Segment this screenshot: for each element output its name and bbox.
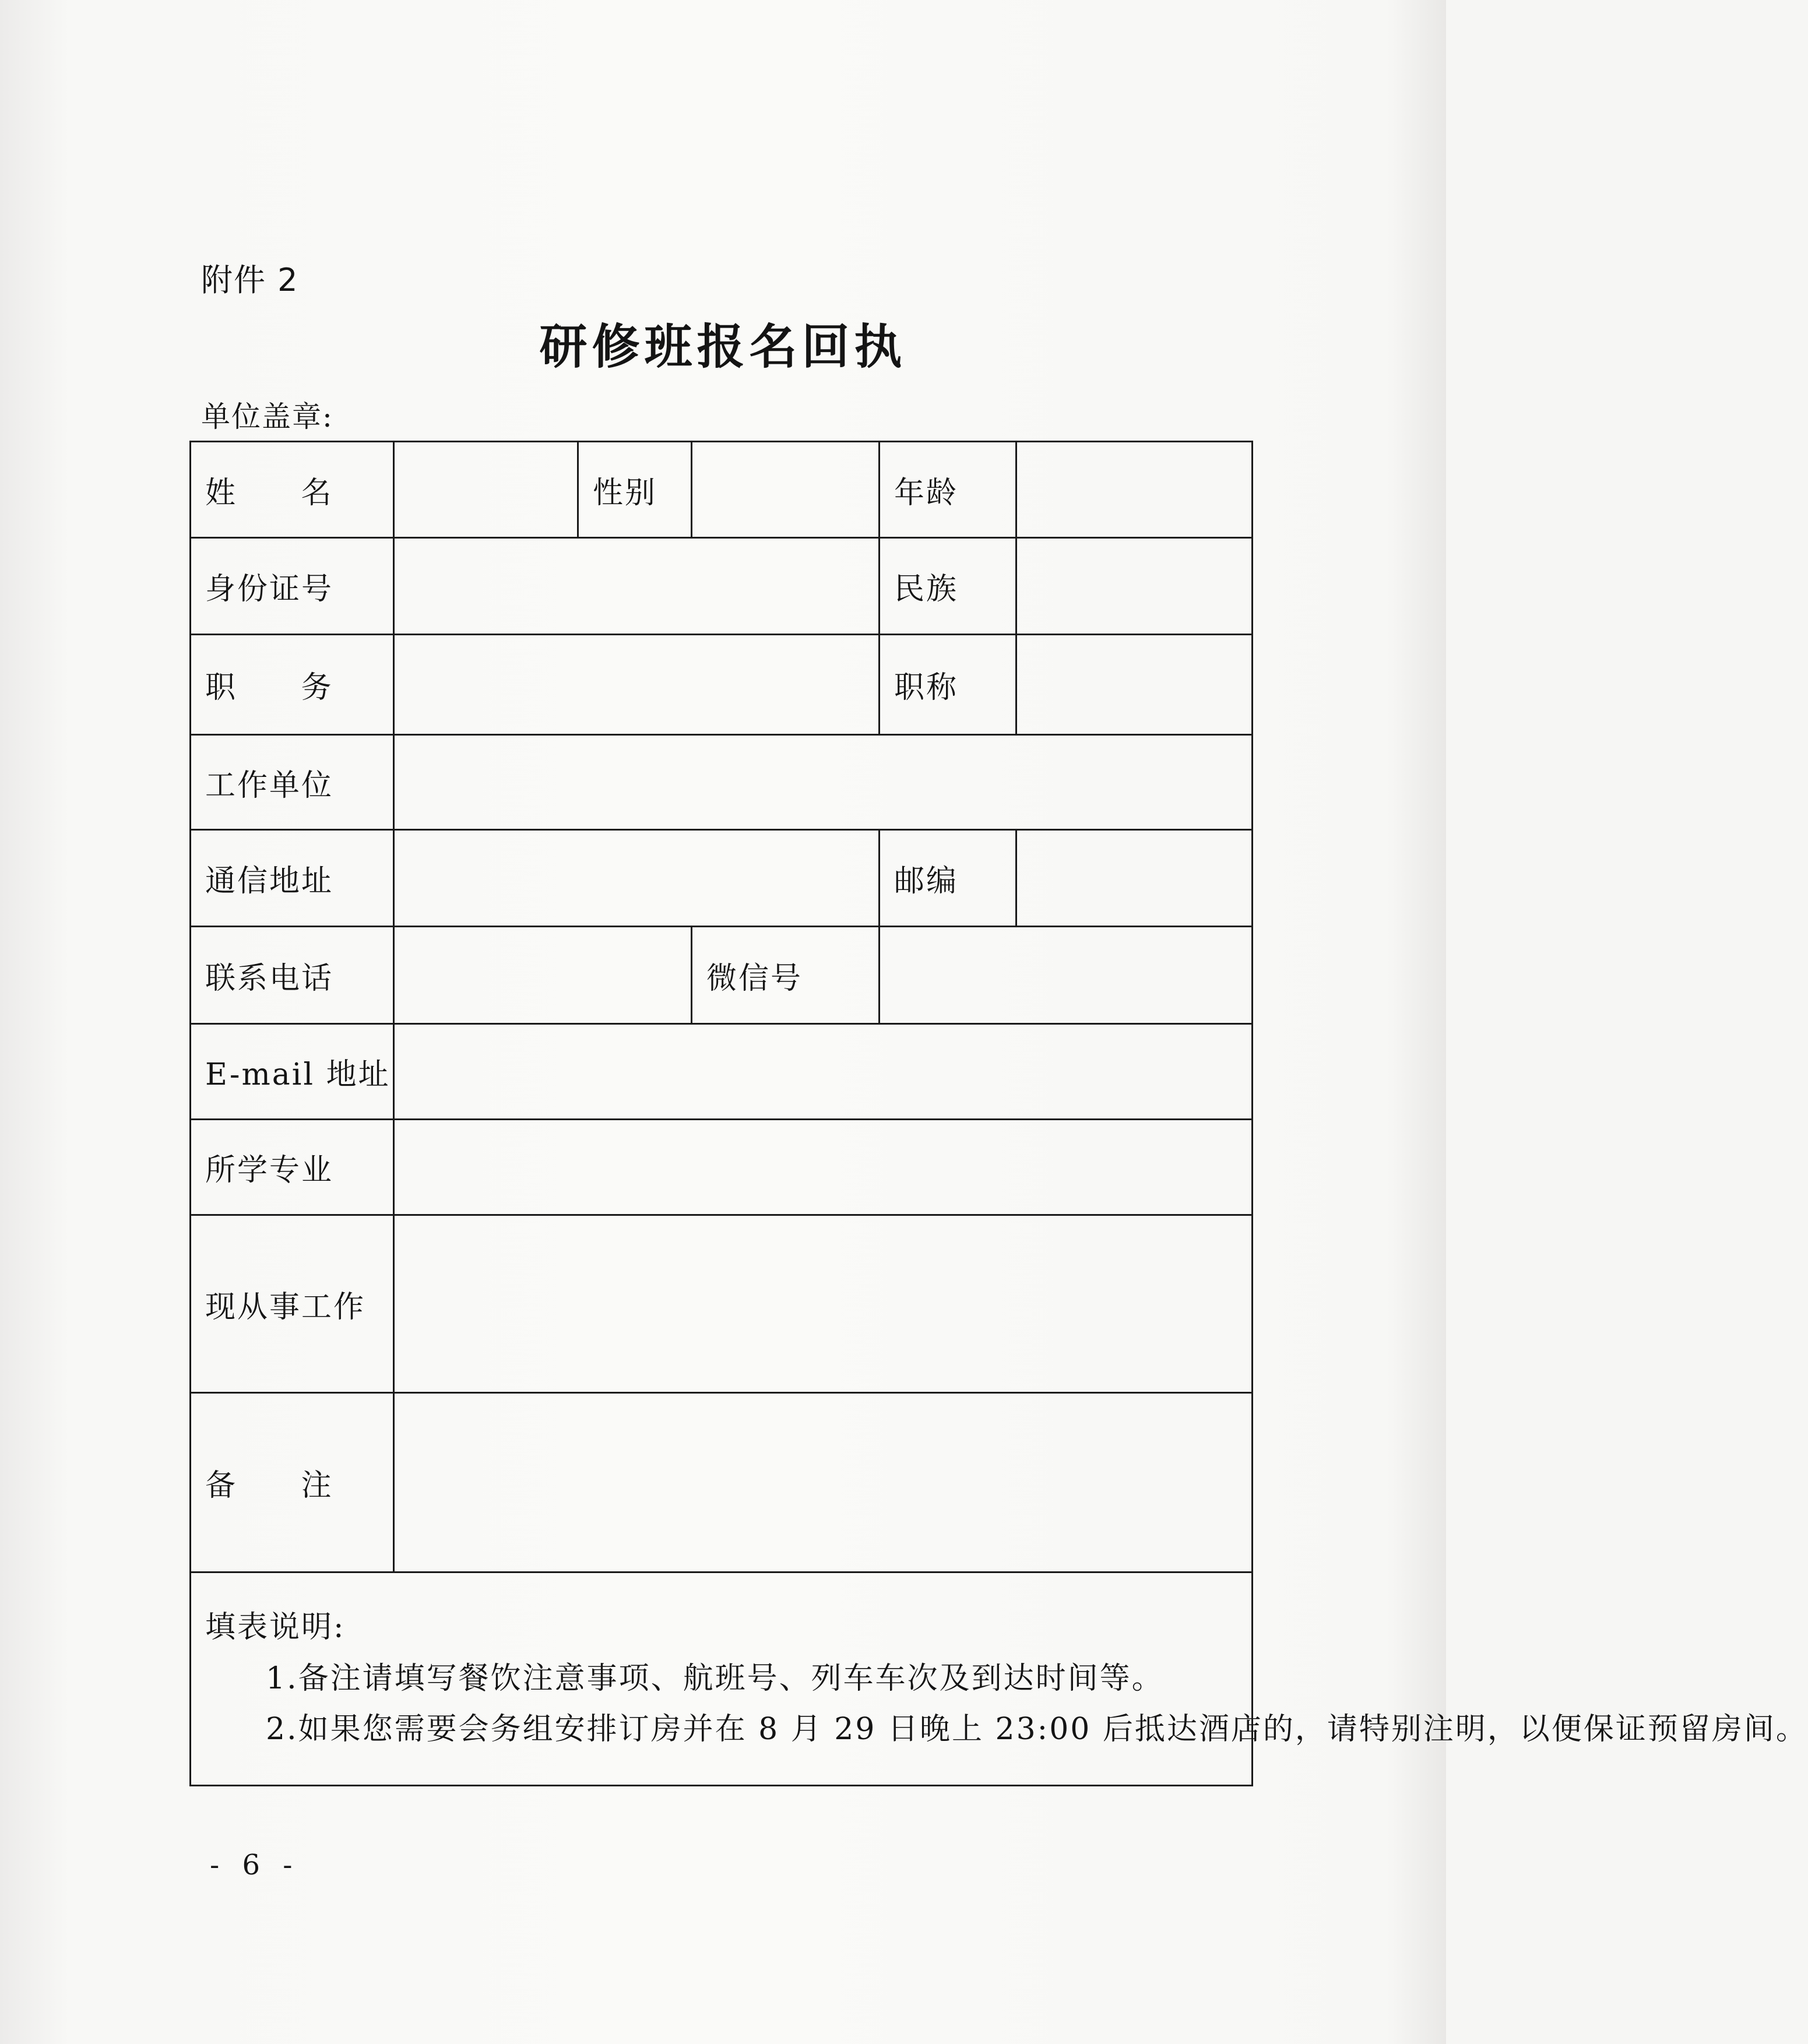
wechat-label: 微信号 [692,927,880,1024]
instructions-heading: 填表说明: [205,1610,346,1645]
major-field[interactable] [394,1120,1253,1215]
id-number-field[interactable] [394,538,880,635]
form-row-phone [191,927,1253,1024]
form-row-name [191,442,1253,538]
phone-field[interactable] [394,927,692,1024]
job-title-label: 职称 [880,635,1016,735]
phone-label: 联系电话 [191,927,394,1024]
ethnicity-label: 民族 [880,538,1016,635]
gender-label: 性别 [578,442,692,538]
form-row-address [191,830,1253,927]
name-label: 姓 名 [191,442,394,538]
page-title: 研修班报名回执 [539,319,907,375]
unit-seal-label: 单位盖章: [201,400,333,434]
form-row-position [191,635,1253,735]
current-work-label: 现从事工作 [191,1215,394,1393]
ethnicity-field[interactable] [1016,538,1253,635]
address-field[interactable] [394,830,880,927]
gender-field[interactable] [692,442,880,538]
postcode-field[interactable] [1016,830,1253,927]
id-number-label: 身份证号 [191,538,394,635]
form-row-current-work [191,1215,1253,1393]
form-row-email [191,1024,1253,1120]
age-label: 年龄 [880,442,1016,538]
form-row-major [191,1120,1253,1215]
position-field[interactable] [394,635,880,735]
job-title-field[interactable] [1016,635,1253,735]
employer-label: 工作单位 [191,735,394,830]
instructions-box [191,1572,1808,1786]
form-row-instructions [191,1572,1253,1786]
remarks-field[interactable] [394,1393,1253,1572]
email-field[interactable] [394,1024,1253,1120]
form-row-id [191,538,1253,635]
age-field[interactable] [1016,442,1253,538]
name-field[interactable] [394,442,578,538]
address-label: 通信地址 [191,830,394,927]
instruction-item-1: 1.备注请填写餐饮注意事项、航班号、列车车次及到达时间等。 [266,1660,1164,1696]
postcode-label: 邮编 [880,830,1016,927]
attachment-label: 附件 2 [201,262,299,298]
position-label: 职 务 [191,635,394,735]
page-number: - 6 - [210,1849,300,1881]
email-label: E-mail 地址 [191,1024,394,1120]
registration-form [189,441,1808,1786]
current-work-field[interactable] [394,1215,1253,1393]
instruction-item-2: 2.如果您需要会务组安排订房并在 8 月 29 日晚上 23:00 后抵达酒店的，请特别注明，以便保证预留房间。 [266,1712,1808,1747]
form-row-remarks [191,1393,1253,1572]
remarks-label: 备 注 [191,1393,394,1572]
form-row-employer [191,735,1253,830]
employer-field[interactable] [394,735,1253,830]
wechat-field[interactable] [880,927,1253,1024]
major-label: 所学专业 [191,1120,394,1215]
